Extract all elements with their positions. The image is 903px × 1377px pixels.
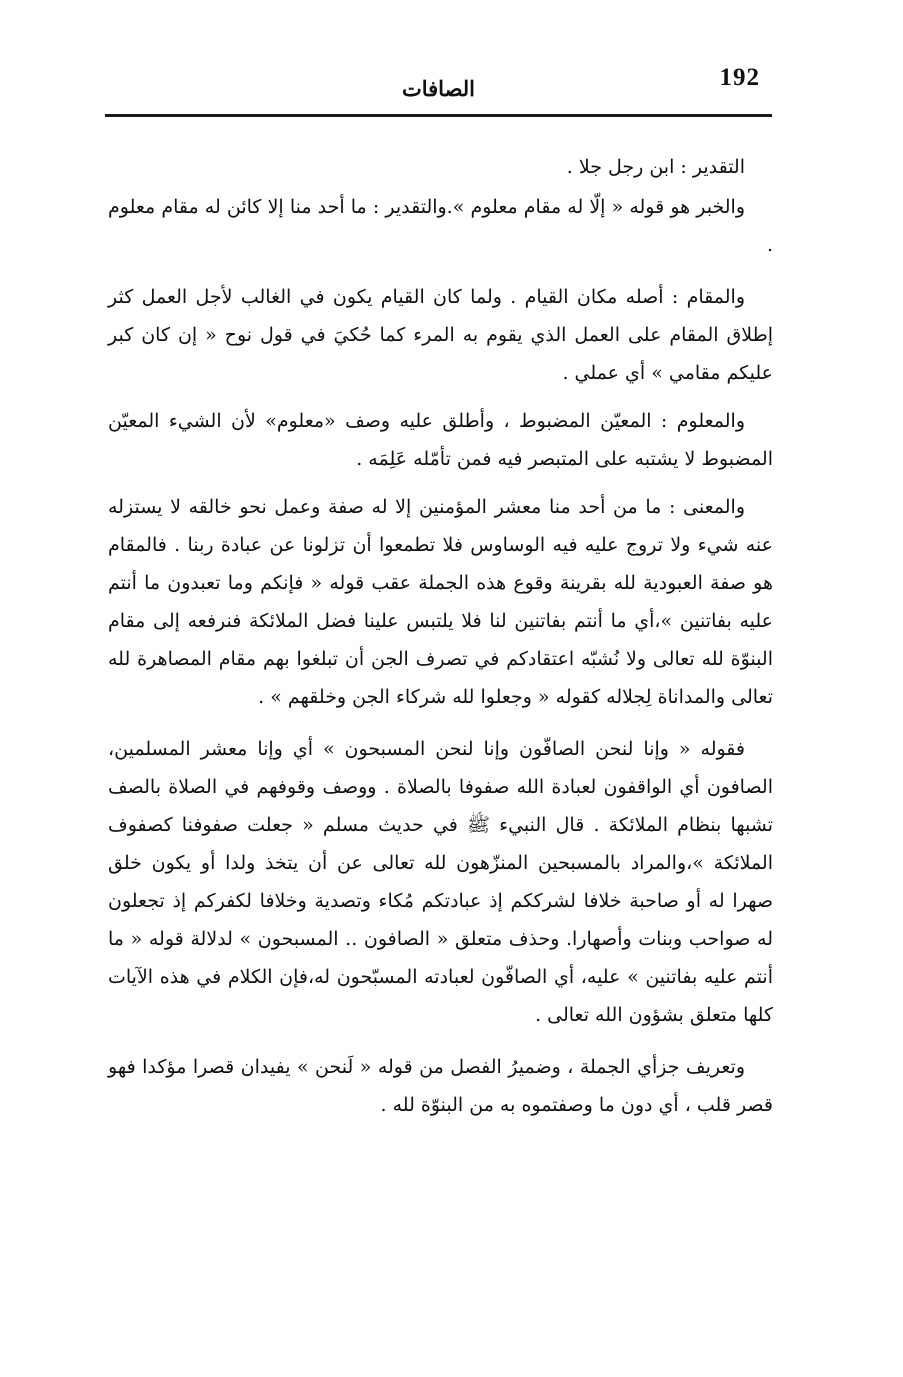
paragraph-taqdir: التقدير : ابن رجل جلا .	[566, 156, 745, 178]
paragraph-saffun: فقوله « وإنا لنحن الصافّون وإنا لنحن المسبحون » أي وإنا معشر المسلمين، الصافون أي الواقفون لعبادة الله صفوفا بالصلاة . ووصف وقوفهم في الصلاة بالصف تشبها بنظام الملائكة . قال النبيء ﷺ في حديث مسلم « جعلت صفوفنا كصفوف الملائكة »،والمراد بالمسبحين المنزّهون لله تعالى عن أن يتخذ ولدا أو يكون خلق صهرا له أو صاحبة خلافا لشرككم إذ عبادتكم مُكاء وتصدية وخلافا لكفركم إذ تجعلون له صواحب وبنات وأصهارا. وحذف متعلق « الصافون .. المسبحون » لدلالة قوله « ما أنتم عليه بفاتنين » عليه، أي الصافّون لعبادته المسبّحون له،فإن الكلام في هذه الآيات كلها متعلق بشؤون الله تعالى .	[108, 738, 773, 1026]
paragraph-khabar: والخبر هو قوله « إلّا له مقام معلوم ».والتقدير : ما أحد منا إلا كائن له مقام معلوم .	[108, 196, 773, 256]
page-header	[105, 62, 772, 110]
paragraph-maqam: والمقام : أصله مكان القيام . ولما كان القيام يكون في الغالب لأجل العمل كثر إطلاق المقام على العمل الذي يقوم به المرء كما حُكيَ في قول نوح « إن كان كبر عليكم مقامي » أي عملي .	[108, 286, 773, 384]
surah-title: الصافات	[401, 76, 476, 101]
header-divider	[105, 114, 772, 117]
paragraph-maloom: والمعلوم : المعيّن المضبوط ، وأطلق عليه وصف «معلوم» لأن الشيء المعيّن المضبوط لا يشتبه على المتبصر فيه فمن تأمّله عَلِمَه .	[108, 410, 773, 470]
page-number: 192	[719, 64, 760, 91]
page-body	[108, 148, 773, 1124]
paragraph-mana: والمعنى : ما من أحد منا معشر المؤمنين إلا له صفة وعمل نحو خالقه لا يستزله عنه شيء ولا تروج عليه فيه الوساوس فلا تطمعوا أن تزلونا عن عبادة ربنا . فالمقام هو صفة العبودية لله بقرينة وقوع هذه الجملة عقب قوله « فإنكم وما تعبدون ما أنتم عليه بفاتنين »،أي ما أنتم بفاتنين لنا فلا يلتبس علينا فضل الملائكة فنرفعه إلى مقام البنوّة لله تعالى ولا نُشبّه اعتقادكم في تصرف الجن أن تبلغوا بهم مقام المصاهرة لله تعالى والمداناة لِجلاله كقوله « وجعلوا لله شركاء الجن وخلقهم » .	[108, 496, 774, 708]
paragraph-tarif: وتعريف جزأي الجملة ، وضميرُ الفصل من قوله « لَنحن » يفيدان قصرا مؤكدا فهو قصر قلب ، أي دون ما وصفتموه به من البنوّة لله .	[108, 1056, 773, 1116]
